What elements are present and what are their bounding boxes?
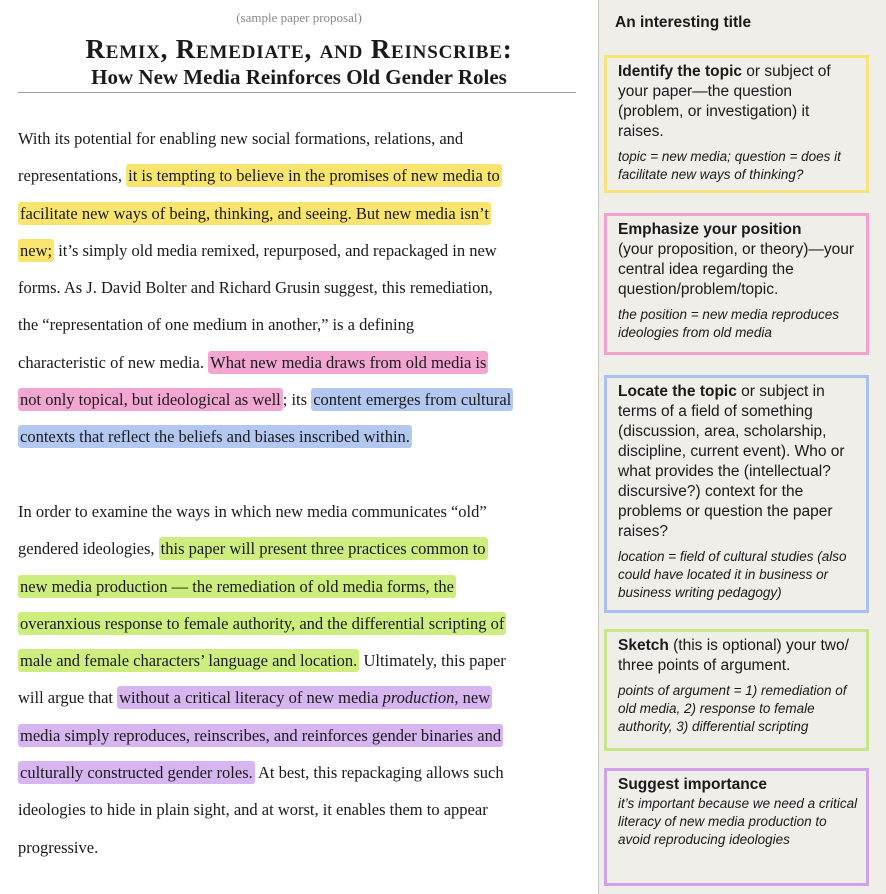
box-note: it’s important because we need a critical literacy of new media production to avoid reproducing ideologies [618,796,858,847]
sketch-highlight: new media production — the remediation of old media forms, the [20,576,454,596]
paragraph-2 [18,493,586,866]
box-text [618,636,858,676]
title-divider [18,92,576,93]
location-box [604,375,869,613]
text: With its potential for enabling new social formations, relations, and [18,129,464,148]
text-line [18,120,586,157]
text: without a critical literacy of new media [119,688,383,708]
text: In order to examine the ways in which new media communicates “old” [18,502,487,521]
position-highlight: not only topical, but ideological as well [20,390,281,410]
text-line [18,791,586,828]
text: At best, this repackaging allows such [254,763,504,783]
text: Ultimately, this paper [359,651,506,671]
box-body: or subject of your paper—the question (problem, or investigation) it raises. [618,63,831,140]
text-line [18,381,586,418]
paper-subtitle: How New Media Reinforces Old Gender Roles [91,65,507,89]
text: characteristic of new media. [18,352,209,372]
text: , new [454,688,491,708]
importance-box [604,768,869,886]
box-text [618,382,858,542]
text-line [18,344,586,381]
text: ideologies to hide in plain sight, and at worst, it enables them to appear [18,800,488,820]
sketch-highlight: this paper will present three practices common to [160,539,486,559]
box-heading: Identify the topic [618,63,742,80]
sketch-highlight: overanxious response to female authority, and the differential scripting of [20,613,505,633]
box-heading: Emphasize your position [618,221,802,238]
sketch-box [604,629,869,751]
importance-highlight: media simply reproduces, reinscribes, and reinforces gender binaries and [20,725,502,745]
text-line [18,754,586,791]
annotation-sidebar [598,0,886,894]
text-line [18,157,586,194]
box-body: or subject in terms of a field of something (discussion, area, scholarship, discipline, current event). Who or what provides the (intellectual? discursive?) context for the problems or question the paper raises? [618,383,845,540]
text-line [18,269,586,306]
paper-title: Remix, Remediate, and Reinscribe: [85,34,513,64]
box-body: (your proposition, or theory)—your central idea regarding the question/problem/topic. [618,241,855,298]
importance-highlight: culturally constructed gender roles. [20,763,253,783]
text: it’s simply old media remixed, repurposed, and repackaged in new [54,240,497,260]
position-highlight: What new media draws from old media is [210,352,487,372]
box-note: the position = new media reproduces ideologies from old media [618,307,840,340]
topic-box [604,55,869,193]
location-highlight: content emerges from cultural [313,390,512,410]
text: forms. As J. David Bolter and Richard Grusin suggest, this remediation, [18,278,493,298]
text-line [18,530,586,567]
box-heading: Locate the topic [618,383,737,400]
box-body: (this is optional) your two/ three points of argument. [618,637,849,674]
text-line [18,717,586,754]
box-heading: Sketch [618,637,669,654]
box-text [618,775,858,795]
text-line [18,232,586,269]
topic-highlight: it is tempting to believe in the promises of new media to [128,166,500,186]
importance-highlight [117,686,492,709]
text: gendered ideologies, [18,539,159,559]
text-line [18,679,586,716]
sample-label: (sample paper proposal) [236,10,362,25]
text: representations, [18,166,127,186]
topic-highlight: facilitate new ways of being, thinking, and seeing. But new media isn’t [20,203,489,223]
text-line [18,605,586,642]
emphasis-text: production [382,688,455,708]
text: the “representation of one medium in another,” is a defining [18,315,415,335]
text-line [18,642,586,679]
position-box [604,213,869,355]
box-note: topic = new media; question = does it facilitate new ways of thinking? [618,149,841,182]
box-text [618,62,858,142]
box-text [618,220,858,300]
text-line [18,493,586,530]
box-heading: Suggest importance [618,776,767,793]
text-line [18,195,586,232]
sidebar-title: An interesting title [615,14,752,31]
box-note: points of argument = 1) remediation of old media, 2) response to female authority, 3) differential scripting [618,683,847,734]
text-line [18,829,586,866]
location-highlight: contexts that reflect the beliefs and biases inscribed within. [20,427,410,447]
box-note: location = field of cultural studies (also could have located it in business or business writing pedagogy) [618,549,847,600]
text-line [18,418,586,455]
paragraph-1 [18,120,586,456]
text: ; its [282,390,312,410]
sketch-highlight: male and female characters’ language and location. [20,651,358,671]
text-line [18,568,586,605]
topic-highlight: new; [20,240,53,260]
text-line [18,306,586,343]
text: will argue that [18,688,118,708]
text: progressive. [18,837,99,857]
